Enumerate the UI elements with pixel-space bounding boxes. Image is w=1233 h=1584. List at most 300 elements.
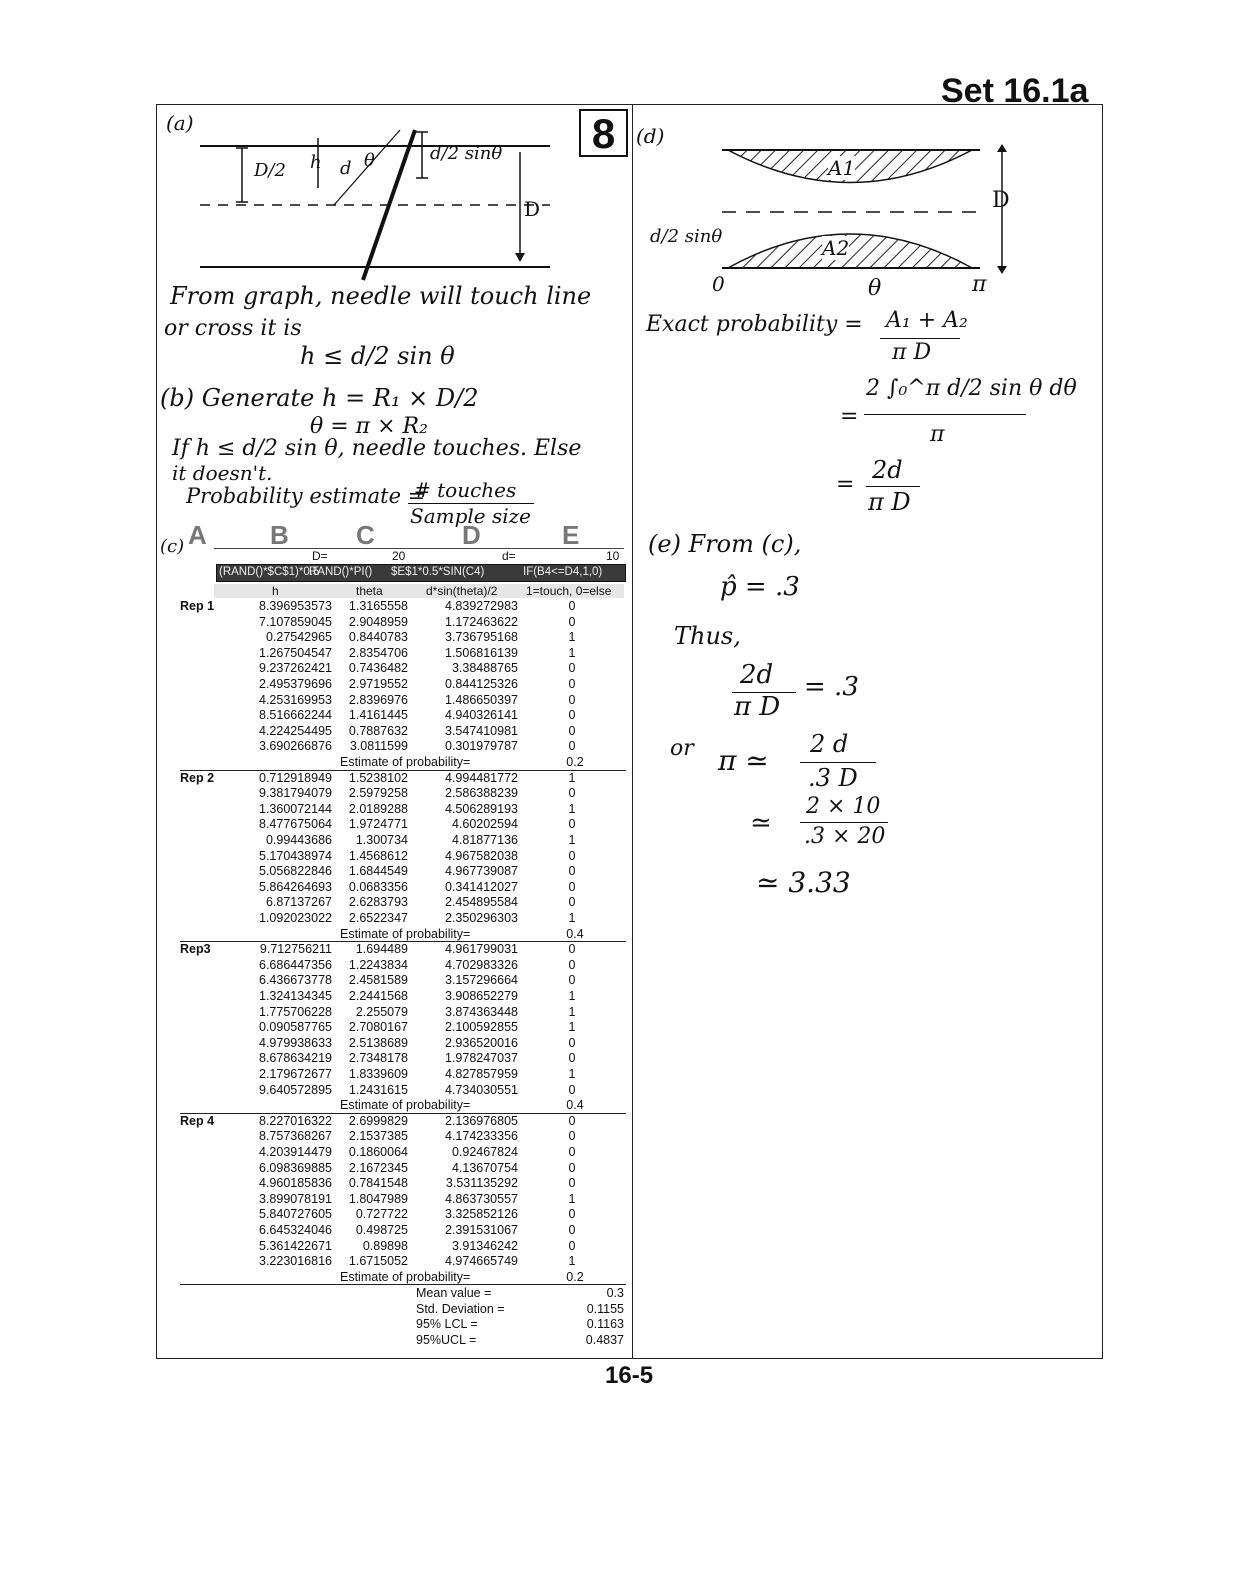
cell-touch: 1 <box>568 911 576 925</box>
cell-theta: 2.7348178 <box>348 1051 408 1066</box>
header-h: h <box>272 584 279 598</box>
cell-dsin: 4.961799031 <box>445 942 518 957</box>
cell-dsin: 4.174233356 <box>445 1129 518 1144</box>
table-row <box>160 630 626 646</box>
cell-touch: 0 <box>568 739 576 754</box>
table-row <box>160 1020 626 1036</box>
cell-touch: 1 <box>568 833 576 847</box>
rep-label: Rep 2 <box>180 770 215 785</box>
cell-dsin: 4.734030551 <box>445 1082 518 1097</box>
cell-touch: 0 <box>568 677 576 691</box>
estimate-row <box>160 927 626 942</box>
cell-h: 8.516662244 <box>259 708 332 723</box>
cell-h: 0.090587765 <box>259 1020 332 1035</box>
frac3-bar <box>866 486 920 487</box>
cell-dsin: 4.13670754 <box>451 1160 518 1175</box>
stat-label: 95% LCL = <box>416 1317 478 1332</box>
d-param-label: d= <box>502 549 516 563</box>
estimate-row <box>160 755 626 770</box>
cell-theta: 1.4568612 <box>348 848 408 863</box>
cell-h: 8.396953573 <box>259 599 332 613</box>
cell-dsin: 3.874363448 <box>445 1004 518 1019</box>
cell-touch: 1 <box>568 770 576 785</box>
cell-h: 9.237262421 <box>259 661 332 676</box>
e-frac3-num: 2 × 10 <box>806 794 881 819</box>
part-d-label: (d) <box>636 124 665 148</box>
cell-h: 8.757368267 <box>259 1129 332 1144</box>
cell-dsin: 4.940326141 <box>445 708 518 723</box>
cell-h: 4.960185836 <box>259 1176 332 1191</box>
cell-dsin: 3.908652279 <box>445 989 518 1003</box>
frac2-den: π <box>930 422 945 447</box>
estimate-value: 0.4 <box>566 1098 584 1113</box>
table-row <box>160 958 626 974</box>
cell-touch: 0 <box>568 1176 576 1191</box>
frac2-bar <box>864 414 1026 415</box>
column-headers <box>214 584 624 598</box>
d-label: d <box>340 158 352 179</box>
part-c-label: (c) <box>160 536 185 557</box>
estimate-row <box>160 1270 626 1285</box>
cell-theta: 1.3165558 <box>348 599 408 613</box>
part-a-text-line3: h ≤ d/2 sin θ <box>300 342 455 370</box>
cell-h: 3.899078191 <box>259 1191 332 1206</box>
cell-h: 6.645324046 <box>259 1223 332 1237</box>
h-label: h <box>310 152 322 173</box>
cell-dsin: 2.586388239 <box>445 786 518 801</box>
cell-theta: 2.7080167 <box>348 1020 408 1035</box>
D-label: D <box>524 197 541 221</box>
cell-theta: 1.9724771 <box>348 817 408 832</box>
cell-dsin: 0.844125326 <box>445 677 518 691</box>
cell-touch: 0 <box>568 942 576 957</box>
cell-h: 0.99443686 <box>265 833 332 847</box>
table-row <box>160 1067 626 1083</box>
cell-touch: 0 <box>568 614 576 629</box>
table-row <box>160 1036 626 1052</box>
cell-h: 9.640572895 <box>259 1082 332 1097</box>
cell-h: 1.267504547 <box>259 645 332 660</box>
A1-label: A1 <box>828 156 856 180</box>
dsin-label: d/2 sinθ <box>650 226 723 247</box>
cell-touch: 0 <box>568 1113 576 1128</box>
cell-theta: 2.6283793 <box>348 895 408 910</box>
formula-theta: RAND()*PI() <box>309 566 373 578</box>
parameter-row <box>214 548 624 563</box>
table-row <box>160 911 626 927</box>
cell-h: 0.712918949 <box>259 770 332 785</box>
D-param-value: 20 <box>392 549 406 563</box>
or-label: or <box>670 736 694 761</box>
e-frac2-den: .3 D <box>808 764 858 792</box>
cell-theta: 1.300734 <box>355 833 408 847</box>
cell-touch: 1 <box>568 1004 576 1019</box>
stat-label: Mean value = <box>416 1286 492 1301</box>
cell-dsin: 4.974665749 <box>445 1254 518 1269</box>
cell-theta: 1.2431615 <box>348 1082 408 1097</box>
cell-h: 7.107859045 <box>259 614 332 629</box>
cell-theta: 2.8354706 <box>348 645 408 660</box>
cell-h: 5.864264693 <box>259 879 332 894</box>
table-row <box>160 833 626 849</box>
needle-diagram <box>160 110 580 280</box>
cell-theta: 0.7841548 <box>348 1176 408 1191</box>
cell-dsin: 2.350296303 <box>445 911 518 925</box>
cell-h: 4.203914479 <box>259 1145 332 1159</box>
thus-label: Thus, <box>674 622 741 650</box>
stat-value: 0.1155 <box>586 1301 624 1316</box>
e-frac-num: 2d <box>740 660 774 690</box>
part-b-line1: (b) Generate h = R₁ × D/2 <box>160 384 479 412</box>
cell-theta: 1.2243834 <box>348 957 408 972</box>
cell-dsin: 4.702983326 <box>445 957 518 972</box>
e-frac2-num: 2 d <box>810 730 849 758</box>
D-dim-label: D <box>992 188 1010 213</box>
rep-label: Rep 1 <box>180 599 215 613</box>
cell-theta: 0.8440783 <box>348 630 408 645</box>
exact-prob-label: Exact probability = <box>646 312 863 337</box>
cell-dsin: 0.92467824 <box>451 1145 518 1159</box>
cell-dsin: 3.91346242 <box>451 1238 518 1253</box>
rep-separator <box>180 1284 626 1285</box>
table-row <box>160 1005 626 1021</box>
cell-theta: 2.255079 <box>355 1004 408 1019</box>
cell-theta: 0.0683356 <box>348 879 408 894</box>
col-letter-a: A <box>188 520 207 550</box>
header-touch: 1=touch, 0=else <box>526 584 612 598</box>
cell-theta: 2.6999829 <box>348 1113 408 1128</box>
header-dsin: d*sin(theta)/2 <box>426 584 498 598</box>
table-row <box>160 817 626 833</box>
cell-dsin: 4.967739087 <box>445 864 518 879</box>
part-b-estimate-num: # touches <box>414 478 517 502</box>
part-b-estimate-den: Sample size <box>410 504 532 528</box>
table-row <box>160 1145 626 1161</box>
cell-dsin: 4.967582038 <box>445 848 518 863</box>
cell-h: 3.690266876 <box>259 739 332 754</box>
estimate-value: 0.4 <box>566 926 584 941</box>
cell-touch: 1 <box>568 630 576 645</box>
eq-2: = <box>840 404 859 429</box>
cell-dsin: 0.301979787 <box>445 739 518 754</box>
p-hat: p̂ = .3 <box>720 572 800 602</box>
table-row <box>160 739 626 755</box>
cell-touch: 1 <box>568 645 576 660</box>
pi-result: ≃ 3.33 <box>756 866 851 899</box>
frac3-den: π D <box>868 488 911 516</box>
cell-h: 8.477675064 <box>259 817 332 832</box>
e-frac3-den: .3 × 20 <box>804 824 886 849</box>
d-param-value: 10 <box>606 549 620 563</box>
cell-theta: 2.0189288 <box>348 801 408 816</box>
cell-h: 5.361422671 <box>259 1238 332 1253</box>
table-row <box>160 1129 626 1145</box>
part-a-text-line2: or cross it is <box>164 316 302 341</box>
theta-label: θ <box>364 150 375 171</box>
part-e-line1: (e) From (c), <box>648 530 802 558</box>
estimate-value: 0.2 <box>566 755 584 769</box>
column-divider <box>632 104 633 1359</box>
cell-h: 4.979938633 <box>259 1035 332 1050</box>
cell-theta: 1.8047989 <box>348 1191 408 1206</box>
cell-dsin: 4.994481772 <box>445 770 518 785</box>
cell-touch: 0 <box>568 879 576 894</box>
estimate-value: 0.2 <box>566 1269 584 1284</box>
cell-dsin: 3.38488765 <box>451 661 518 676</box>
part-b-estimate-label: Probability estimate = <box>186 484 426 508</box>
frac2-num: 2 ∫₀^π d/2 sin θ dθ <box>866 376 1077 401</box>
cell-theta: 2.5138689 <box>348 1035 408 1050</box>
cell-touch: 1 <box>568 989 576 1003</box>
part-b-line4: it doesn't. <box>172 461 273 485</box>
cell-h: 6.686447356 <box>259 957 332 972</box>
cell-h: 2.179672677 <box>259 1067 332 1081</box>
table-row <box>160 1207 626 1223</box>
frac1-den: π D <box>892 340 932 365</box>
table-row <box>160 693 626 709</box>
cell-theta: 2.1672345 <box>348 1160 408 1175</box>
cell-theta: 2.9719552 <box>348 677 408 691</box>
table-row <box>160 786 626 802</box>
cell-touch: 0 <box>568 895 576 910</box>
formula-row <box>216 564 626 582</box>
cell-dsin: 3.157296664 <box>445 973 518 988</box>
cell-touch: 0 <box>568 1051 576 1066</box>
cell-theta: 3.0811599 <box>349 739 408 754</box>
cell-touch: 0 <box>568 973 576 988</box>
cell-h: 9.712756211 <box>259 942 332 957</box>
cell-h: 5.170438974 <box>259 848 332 863</box>
cell-dsin: 2.100592855 <box>445 1020 518 1035</box>
cell-touch: 1 <box>568 801 576 816</box>
cell-touch: 1 <box>568 1020 576 1035</box>
e-frac3-bar <box>800 822 888 823</box>
cell-touch: 0 <box>568 864 576 879</box>
area-diagram <box>700 140 1030 280</box>
table-row <box>160 1051 626 1067</box>
cell-theta: 1.6715052 <box>348 1254 408 1269</box>
estimate-label: Estimate of probability= <box>340 1269 471 1284</box>
cell-theta: 0.498725 <box>355 1223 408 1237</box>
cell-touch: 1 <box>568 1191 576 1206</box>
cell-touch: 0 <box>568 957 576 972</box>
cell-dsin: 4.863730557 <box>445 1191 518 1206</box>
cell-h: 4.224254495 <box>259 723 332 738</box>
table-row <box>160 1254 626 1270</box>
cell-dsin: 4.827857959 <box>445 1067 518 1081</box>
cell-h: 5.056822846 <box>259 864 332 879</box>
stat-value: 0.4837 <box>585 1332 624 1347</box>
table-row <box>160 864 626 880</box>
table-row <box>160 708 626 724</box>
pi-approx: π ≃ <box>718 744 769 777</box>
table-row <box>160 599 626 615</box>
cell-h: 4.253169953 <box>259 692 332 707</box>
table-row <box>160 1176 626 1192</box>
A2-label: A2 <box>822 236 850 260</box>
table-row <box>160 1239 626 1255</box>
cell-dsin: 2.936520016 <box>445 1035 518 1050</box>
e-frac2-bar <box>800 762 876 763</box>
formula-h: (RAND()*$C$1)*0.5 <box>219 566 320 578</box>
cell-dsin: 3.325852126 <box>445 1207 518 1222</box>
cell-dsin: 2.391531067 <box>445 1223 518 1237</box>
col-letter-d: D <box>462 520 481 550</box>
table-row <box>160 646 626 662</box>
cell-theta: 2.2441568 <box>348 989 408 1003</box>
table-row <box>160 989 626 1005</box>
table-row <box>160 849 626 865</box>
cell-dsin: 3.531135292 <box>445 1176 518 1191</box>
cell-h: 1.775706228 <box>259 1004 332 1019</box>
stat-value: 0.3 <box>606 1286 624 1301</box>
cell-h: 8.678634219 <box>259 1051 332 1066</box>
cell-theta: 1.694489 <box>355 942 408 957</box>
cell-h: 1.360072144 <box>259 801 332 816</box>
cell-h: 6.436673778 <box>259 973 332 988</box>
cell-dsin: 1.506816139 <box>445 645 518 660</box>
table-row <box>160 942 626 958</box>
cell-dsin: 3.736795168 <box>445 630 518 645</box>
d-half-sin-label: d/2 sinθ <box>430 143 503 164</box>
part-a-text-line1: From graph, needle will touch line <box>170 282 592 310</box>
table-row <box>160 802 626 818</box>
table-row <box>160 661 626 677</box>
cell-h: 1.324134345 <box>259 989 332 1003</box>
estimate-label: Estimate of probability= <box>340 926 471 941</box>
table-row <box>160 895 626 911</box>
table-row <box>160 1192 626 1208</box>
frac1-bar <box>880 338 960 339</box>
part-b-line2: θ = π × R₂ <box>310 414 428 439</box>
cell-theta: 0.89898 <box>362 1238 408 1253</box>
cell-dsin: 4.60202594 <box>451 817 518 832</box>
col-letter-e: E <box>562 520 580 550</box>
problem-number-badge: 8 <box>579 109 628 157</box>
table-row <box>160 880 626 896</box>
cell-touch: 0 <box>568 1207 576 1222</box>
table-row <box>160 1223 626 1239</box>
e-frac-eq: = .3 <box>804 672 859 702</box>
cell-touch: 0 <box>568 661 576 676</box>
stat-label: 95%UCL = <box>416 1332 477 1347</box>
table-row <box>160 973 626 989</box>
cell-dsin: 2.136976805 <box>445 1113 518 1128</box>
approx-1: ≃ <box>750 808 772 838</box>
cell-theta: 2.9048959 <box>348 614 408 629</box>
cell-dsin: 2.454895584 <box>445 895 518 910</box>
column-letters <box>160 520 630 550</box>
cell-touch: 0 <box>568 1145 576 1159</box>
estimate-label: Estimate of probability= <box>340 1098 471 1113</box>
axis-theta: θ <box>868 276 882 301</box>
cell-theta: 0.1860064 <box>348 1145 408 1159</box>
cell-theta: 2.6522347 <box>348 911 408 925</box>
cell-dsin: 0.341412027 <box>445 879 518 894</box>
cell-dsin: 1.172463622 <box>445 614 518 629</box>
page-number: 16-5 <box>605 1362 654 1389</box>
cell-h: 5.840727605 <box>259 1207 332 1222</box>
cell-theta: 0.727722 <box>355 1207 408 1222</box>
table-row <box>160 771 626 787</box>
col-letter-c: C <box>356 520 375 550</box>
formula-dsin: $E$1*0.5*SIN(C4) <box>391 566 485 578</box>
cell-h: 8.227016322 <box>259 1113 332 1128</box>
cell-theta: 0.7436482 <box>348 661 408 676</box>
cell-theta: 2.8396976 <box>348 692 408 707</box>
cell-dsin: 4.81877136 <box>451 833 518 847</box>
formula-touch: IF(B4<=D4,1,0) <box>523 566 603 578</box>
header-theta: theta <box>356 584 383 598</box>
set-title: Set 16.1a <box>941 72 1089 110</box>
frac3-num: 2d <box>872 456 903 484</box>
cell-theta: 2.5979258 <box>348 786 408 801</box>
cell-touch: 1 <box>568 1067 576 1081</box>
table-row <box>160 677 626 693</box>
stat-value: 0.1163 <box>586 1317 624 1332</box>
table-row <box>160 724 626 740</box>
frac1-num: A₁ + A₂ <box>886 308 968 333</box>
axis-pi: π <box>972 272 987 297</box>
D-param-label: D= <box>312 549 328 563</box>
cell-dsin: 3.547410981 <box>445 723 518 738</box>
part-a-label: (a) <box>166 111 194 135</box>
cell-touch: 0 <box>568 786 576 801</box>
cell-touch: 0 <box>568 1035 576 1050</box>
cell-touch: 0 <box>568 1160 576 1175</box>
col-letter-b: B <box>270 520 289 550</box>
cell-touch: 0 <box>568 817 576 832</box>
cell-h: 3.223016816 <box>259 1254 332 1269</box>
rep-label: Rep3 <box>180 942 211 957</box>
cell-theta: 1.8339609 <box>348 1067 408 1081</box>
cell-h: 6.87137267 <box>265 895 332 910</box>
cell-touch: 0 <box>568 1082 576 1097</box>
cell-h: 1.092023022 <box>259 911 332 925</box>
cell-theta: 1.5238102 <box>348 770 408 785</box>
cell-h: 0.27542965 <box>265 630 332 645</box>
cell-h: 2.495379696 <box>259 677 332 691</box>
cell-h: 6.098369885 <box>259 1160 332 1175</box>
cell-touch: 0 <box>568 1238 576 1253</box>
stat-label: Std. Deviation = <box>416 1301 505 1316</box>
part-b-line3: If h ≤ d/2 sin θ, needle touches. Else <box>172 436 582 461</box>
table-row <box>160 1161 626 1177</box>
e-frac-den: π D <box>734 692 781 722</box>
table-row <box>160 615 626 631</box>
cell-touch: 0 <box>568 708 576 723</box>
cell-theta: 1.6844549 <box>348 864 408 879</box>
rep-label: Rep 4 <box>180 1113 215 1128</box>
cell-dsin: 1.486650397 <box>445 692 518 707</box>
table-row <box>160 1083 626 1099</box>
cell-touch: 0 <box>568 848 576 863</box>
cell-touch: 0 <box>568 1129 576 1144</box>
cell-theta: 2.4581589 <box>348 973 408 988</box>
estimate-label: Estimate of probability= <box>340 755 471 769</box>
cell-touch: 0 <box>568 1223 576 1237</box>
cell-dsin: 4.506289193 <box>445 801 518 816</box>
cell-touch: 0 <box>568 692 576 707</box>
axis-zero: 0 <box>712 272 725 296</box>
cell-dsin: 4.839272983 <box>445 599 518 613</box>
cell-touch: 0 <box>568 599 576 613</box>
cell-theta: 2.1537385 <box>348 1129 408 1144</box>
cell-h: 9.381794079 <box>259 786 332 801</box>
cell-touch: 1 <box>568 1254 576 1269</box>
estimate-row <box>160 1098 626 1113</box>
table-row <box>160 1114 626 1130</box>
